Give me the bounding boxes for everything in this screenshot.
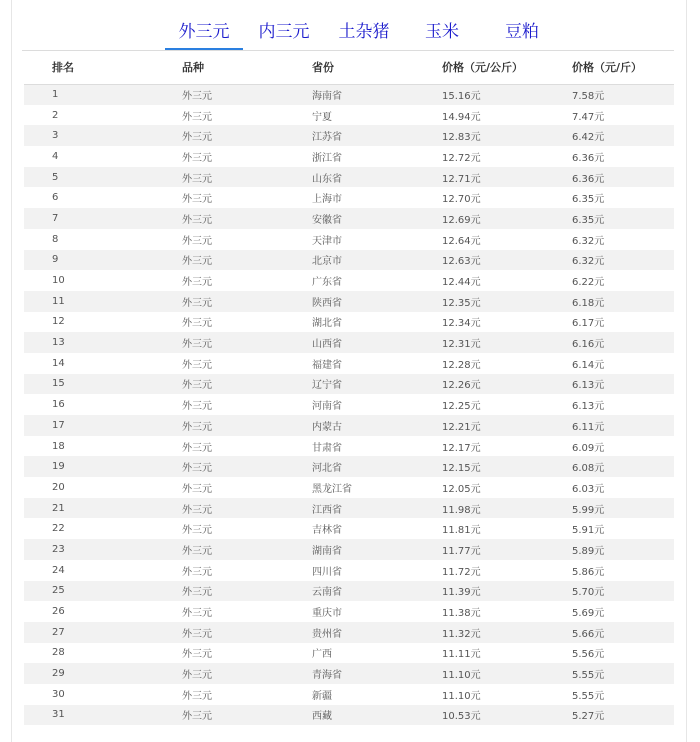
header-price-per-jin: 价格（元/斤） bbox=[572, 61, 643, 75]
price-jin-cell: 5.55元 bbox=[572, 670, 605, 682]
price-jin-cell: 6.08元 bbox=[572, 463, 605, 475]
variety-cell: 外三元 bbox=[182, 711, 212, 723]
rank-cell: 9 bbox=[52, 254, 59, 266]
province-cell: 云南省 bbox=[312, 587, 342, 599]
price-kg-cell: 12.72元 bbox=[442, 152, 481, 164]
table-row bbox=[24, 518, 674, 539]
rank-cell: 5 bbox=[52, 171, 59, 183]
table-row bbox=[24, 705, 674, 726]
variety-cell: 外三元 bbox=[182, 152, 212, 164]
price-kg-cell: 12.69元 bbox=[442, 214, 481, 226]
rank-cell: 13 bbox=[52, 337, 65, 349]
price-kg-cell: 12.28元 bbox=[442, 359, 481, 371]
province-cell: 福建省 bbox=[312, 359, 342, 371]
table-row bbox=[24, 581, 674, 602]
rank-cell: 27 bbox=[52, 626, 65, 638]
price-kg-cell: 11.72元 bbox=[442, 566, 481, 578]
rank-cell: 4 bbox=[52, 150, 59, 162]
province-cell: 海南省 bbox=[312, 91, 342, 103]
rank-cell: 22 bbox=[52, 523, 65, 535]
price-jin-cell: 6.09元 bbox=[572, 442, 605, 454]
table-row bbox=[24, 456, 674, 477]
price-jin-cell: 5.56元 bbox=[572, 649, 605, 661]
variety-cell: 外三元 bbox=[182, 690, 212, 702]
province-cell: 陕西省 bbox=[312, 297, 342, 309]
rank-cell: 6 bbox=[52, 192, 59, 204]
price-jin-cell: 6.11元 bbox=[572, 421, 605, 433]
table-row bbox=[24, 312, 674, 333]
tab-yu-mi[interactable]: 玉米 bbox=[425, 22, 459, 42]
province-cell: 湖北省 bbox=[312, 318, 342, 330]
price-jin-cell: 6.03元 bbox=[572, 483, 605, 495]
variety-cell: 外三元 bbox=[182, 132, 212, 144]
province-cell: 安徽省 bbox=[312, 214, 342, 226]
province-cell: 湖南省 bbox=[312, 545, 342, 557]
province-cell: 宁夏 bbox=[312, 111, 332, 123]
table-row bbox=[24, 560, 674, 581]
price-jin-cell: 6.16元 bbox=[572, 339, 605, 351]
table-row bbox=[24, 167, 674, 188]
price-jin-cell: 6.35元 bbox=[572, 214, 605, 226]
price-table bbox=[24, 51, 674, 725]
price-kg-cell: 12.34元 bbox=[442, 318, 481, 330]
variety-cell: 外三元 bbox=[182, 235, 212, 247]
price-kg-cell: 12.70元 bbox=[442, 194, 481, 206]
price-kg-cell: 12.26元 bbox=[442, 380, 481, 392]
province-cell: 河北省 bbox=[312, 463, 342, 475]
table-row bbox=[24, 270, 674, 291]
tab-tu-za-zhu[interactable]: 土杂猪 bbox=[338, 22, 390, 42]
header-price-per-kg: 价格（元/公斤） bbox=[442, 61, 524, 75]
variety-cell: 外三元 bbox=[182, 194, 212, 206]
province-cell: 江西省 bbox=[312, 504, 342, 516]
province-cell: 广东省 bbox=[312, 277, 342, 289]
variety-cell: 外三元 bbox=[182, 318, 212, 330]
price-kg-cell: 11.81元 bbox=[442, 525, 481, 537]
price-kg-cell: 12.17元 bbox=[442, 442, 481, 454]
table-row bbox=[24, 250, 674, 271]
variety-cell: 外三元 bbox=[182, 628, 212, 640]
rank-cell: 1 bbox=[52, 89, 59, 101]
table-row bbox=[24, 332, 674, 353]
variety-cell: 外三元 bbox=[182, 111, 212, 123]
province-cell: 四川省 bbox=[312, 566, 342, 578]
variety-cell: 外三元 bbox=[182, 401, 212, 413]
variety-cell: 外三元 bbox=[182, 91, 212, 103]
variety-cell: 外三元 bbox=[182, 214, 212, 226]
table-row bbox=[24, 208, 674, 229]
table-row bbox=[24, 146, 674, 167]
price-jin-cell: 7.58元 bbox=[572, 91, 605, 103]
rank-cell: 16 bbox=[52, 399, 65, 411]
price-kg-cell: 11.98元 bbox=[442, 504, 481, 516]
rank-cell: 19 bbox=[52, 461, 65, 473]
price-jin-cell: 6.13元 bbox=[572, 380, 605, 392]
price-kg-cell: 12.21元 bbox=[442, 421, 481, 433]
price-jin-cell: 6.18元 bbox=[572, 297, 605, 309]
header-rank: 排名 bbox=[52, 61, 74, 75]
variety-cell: 外三元 bbox=[182, 566, 212, 578]
province-cell: 内蒙古 bbox=[312, 421, 342, 433]
rank-cell: 8 bbox=[52, 233, 59, 245]
price-kg-cell: 11.32元 bbox=[442, 628, 481, 640]
table-row bbox=[24, 394, 674, 415]
price-jin-cell: 5.27元 bbox=[572, 711, 605, 723]
table-header-row bbox=[24, 51, 674, 84]
price-jin-cell: 5.66元 bbox=[572, 628, 605, 640]
variety-cell: 外三元 bbox=[182, 421, 212, 433]
variety-cell: 外三元 bbox=[182, 256, 212, 268]
price-jin-cell: 6.22元 bbox=[572, 277, 605, 289]
rank-cell: 30 bbox=[52, 688, 65, 700]
province-cell: 北京市 bbox=[312, 256, 342, 268]
rank-cell: 11 bbox=[52, 295, 65, 307]
rank-cell: 23 bbox=[52, 543, 65, 555]
rank-cell: 7 bbox=[52, 212, 59, 224]
price-kg-cell: 12.05元 bbox=[442, 483, 481, 495]
table-row bbox=[24, 684, 674, 705]
tab-bar bbox=[22, 16, 674, 51]
province-cell: 青海省 bbox=[312, 670, 342, 682]
province-cell: 山西省 bbox=[312, 339, 342, 351]
rank-cell: 12 bbox=[52, 316, 65, 328]
price-jin-cell: 6.35元 bbox=[572, 194, 605, 206]
province-cell: 河南省 bbox=[312, 401, 342, 413]
price-kg-cell: 11.38元 bbox=[442, 608, 481, 620]
province-cell: 山东省 bbox=[312, 173, 342, 185]
table-row bbox=[24, 353, 674, 374]
price-kg-cell: 11.39元 bbox=[442, 587, 481, 599]
variety-cell: 外三元 bbox=[182, 670, 212, 682]
price-kg-cell: 11.11元 bbox=[442, 649, 481, 661]
price-kg-cell: 11.10元 bbox=[442, 690, 481, 702]
rank-cell: 24 bbox=[52, 564, 65, 576]
price-jin-cell: 6.13元 bbox=[572, 401, 605, 413]
price-jin-cell: 6.14元 bbox=[572, 359, 605, 371]
table-row bbox=[24, 187, 674, 208]
price-jin-cell: 5.86元 bbox=[572, 566, 605, 578]
table-row bbox=[24, 601, 674, 622]
table-row bbox=[24, 622, 674, 643]
table-row bbox=[24, 105, 674, 126]
province-cell: 上海市 bbox=[312, 194, 342, 206]
tab-dou-po[interactable]: 豆粕 bbox=[505, 22, 539, 42]
price-jin-cell: 5.89元 bbox=[572, 545, 605, 557]
table-row bbox=[24, 498, 674, 519]
province-cell: 辽宁省 bbox=[312, 380, 342, 392]
province-cell: 吉林省 bbox=[312, 525, 342, 537]
province-cell: 重庆市 bbox=[312, 608, 342, 620]
province-cell: 江苏省 bbox=[312, 132, 342, 144]
rank-cell: 21 bbox=[52, 502, 65, 514]
rank-cell: 3 bbox=[52, 130, 59, 142]
variety-cell: 外三元 bbox=[182, 380, 212, 392]
table-body bbox=[24, 84, 674, 725]
price-kg-cell: 11.77元 bbox=[442, 545, 481, 557]
table-row bbox=[24, 229, 674, 250]
province-cell: 天津市 bbox=[312, 235, 342, 247]
variety-cell: 外三元 bbox=[182, 608, 212, 620]
table-row bbox=[24, 125, 674, 146]
variety-cell: 外三元 bbox=[182, 463, 212, 475]
price-jin-cell: 6.32元 bbox=[572, 256, 605, 268]
rank-cell: 25 bbox=[52, 585, 65, 597]
province-cell: 广西 bbox=[312, 649, 332, 661]
rank-cell: 10 bbox=[52, 275, 65, 287]
rank-cell: 18 bbox=[52, 440, 65, 452]
variety-cell: 外三元 bbox=[182, 339, 212, 351]
province-cell: 西藏 bbox=[312, 711, 332, 723]
variety-cell: 外三元 bbox=[182, 359, 212, 371]
price-kg-cell: 14.94元 bbox=[442, 111, 481, 123]
header-variety: 品种 bbox=[182, 61, 204, 75]
province-cell: 甘肃省 bbox=[312, 442, 342, 454]
price-kg-cell: 12.64元 bbox=[442, 235, 481, 247]
price-kg-cell: 12.63元 bbox=[442, 256, 481, 268]
price-jin-cell: 5.55元 bbox=[572, 690, 605, 702]
variety-cell: 外三元 bbox=[182, 504, 212, 516]
province-cell: 新疆 bbox=[312, 690, 332, 702]
price-jin-cell: 5.69元 bbox=[572, 608, 605, 620]
rank-cell: 29 bbox=[52, 668, 65, 680]
province-cell: 贵州省 bbox=[312, 628, 342, 640]
tab-wai-san-yuan[interactable]: 外三元 bbox=[165, 16, 243, 50]
price-kg-cell: 12.25元 bbox=[442, 401, 481, 413]
price-jin-cell: 5.91元 bbox=[572, 525, 605, 537]
price-jin-cell: 6.42元 bbox=[572, 132, 605, 144]
table-row bbox=[24, 291, 674, 312]
table-row bbox=[24, 663, 674, 684]
price-jin-cell: 6.36元 bbox=[572, 173, 605, 185]
price-kg-cell: 12.71元 bbox=[442, 173, 481, 185]
price-kg-cell: 12.31元 bbox=[442, 339, 481, 351]
header-province: 省份 bbox=[312, 61, 334, 75]
price-kg-cell: 12.15元 bbox=[442, 463, 481, 475]
variety-cell: 外三元 bbox=[182, 277, 212, 289]
price-kg-cell: 11.10元 bbox=[442, 670, 481, 682]
rank-cell: 20 bbox=[52, 481, 65, 493]
rank-cell: 17 bbox=[52, 419, 65, 431]
rank-cell: 31 bbox=[52, 709, 65, 721]
price-jin-cell: 6.36元 bbox=[572, 152, 605, 164]
province-cell: 浙江省 bbox=[312, 152, 342, 164]
price-jin-cell: 6.17元 bbox=[572, 318, 605, 330]
variety-cell: 外三元 bbox=[182, 587, 212, 599]
price-kg-cell: 12.83元 bbox=[442, 132, 481, 144]
table-row bbox=[24, 643, 674, 664]
price-jin-cell: 7.47元 bbox=[572, 111, 605, 123]
rank-cell: 15 bbox=[52, 378, 65, 390]
rank-cell: 28 bbox=[52, 647, 65, 659]
tab-nei-san-yuan[interactable]: 内三元 bbox=[258, 22, 310, 42]
price-kg-cell: 15.16元 bbox=[442, 91, 481, 103]
variety-cell: 外三元 bbox=[182, 173, 212, 185]
table-row bbox=[24, 436, 674, 457]
variety-cell: 外三元 bbox=[182, 483, 212, 495]
province-cell: 黑龙江省 bbox=[312, 483, 352, 495]
price-jin-cell: 5.99元 bbox=[572, 504, 605, 516]
price-jin-cell: 5.70元 bbox=[572, 587, 605, 599]
table-row bbox=[24, 477, 674, 498]
rank-cell: 26 bbox=[52, 606, 65, 618]
variety-cell: 外三元 bbox=[182, 442, 212, 454]
price-kg-cell: 10.53元 bbox=[442, 711, 481, 723]
variety-cell: 外三元 bbox=[182, 649, 212, 661]
rank-cell: 14 bbox=[52, 357, 65, 369]
rank-cell: 2 bbox=[52, 109, 59, 121]
price-kg-cell: 12.44元 bbox=[442, 277, 481, 289]
table-row bbox=[24, 539, 674, 560]
price-jin-cell: 6.32元 bbox=[572, 235, 605, 247]
table-row bbox=[24, 374, 674, 395]
price-kg-cell: 12.35元 bbox=[442, 297, 481, 309]
variety-cell: 外三元 bbox=[182, 545, 212, 557]
variety-cell: 外三元 bbox=[182, 525, 212, 537]
table-row bbox=[24, 84, 674, 105]
table-row bbox=[24, 415, 674, 436]
variety-cell: 外三元 bbox=[182, 297, 212, 309]
